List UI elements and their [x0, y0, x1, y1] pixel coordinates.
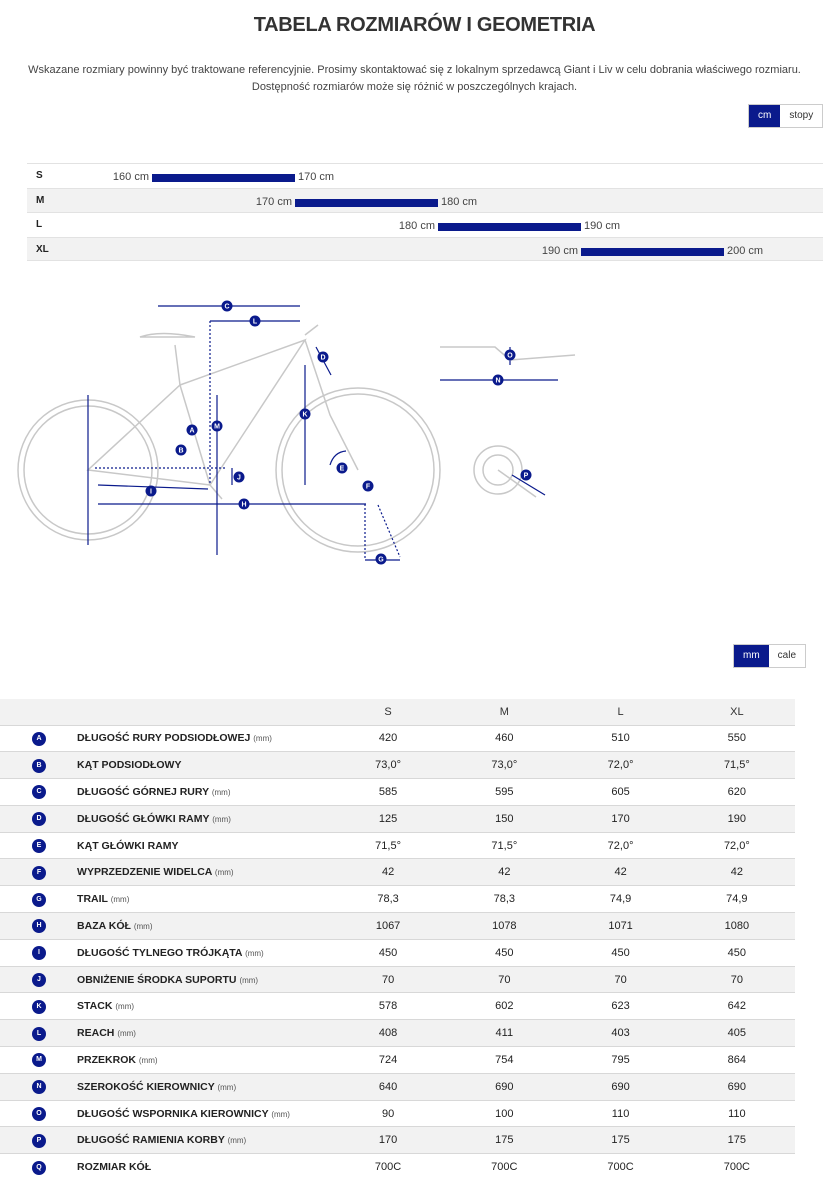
- diagram-badge-letter: P: [523, 472, 529, 480]
- row-value: 175: [562, 1127, 678, 1154]
- geometry-row: [0, 832, 795, 859]
- row-value: 408: [330, 1020, 446, 1047]
- unit-mm-button[interactable]: mm: [734, 645, 769, 667]
- row-name-cell: [77, 939, 330, 966]
- row-letter-badge: F: [32, 866, 46, 880]
- header-name: [77, 699, 330, 725]
- geometry-row: [0, 752, 795, 779]
- row-value: 42: [330, 859, 446, 886]
- geometry-row: [0, 1073, 795, 1100]
- row-value: 72,0°: [679, 832, 795, 859]
- row-unit: (mm): [115, 1002, 135, 1012]
- unit-feet-button[interactable]: stopy: [780, 105, 822, 127]
- row-unit: (mm): [239, 975, 259, 985]
- geometry-row: [0, 966, 795, 993]
- row-value: 78,3: [446, 886, 562, 913]
- row-value: 71,5°: [446, 832, 562, 859]
- size-max-height: 180 cm: [441, 195, 478, 208]
- size-range-bar: [152, 174, 295, 182]
- row-value: 550: [679, 725, 795, 752]
- row-name: SZEROKOŚĆ KIEROWNICY: [77, 1080, 215, 1093]
- row-value: 170: [562, 805, 678, 832]
- row-name-cell: [77, 752, 330, 779]
- row-name-cell: [77, 725, 330, 752]
- page-title: TABELA ROZMIARÓW I GEOMETRIA: [253, 14, 596, 36]
- row-value: 42: [446, 859, 562, 886]
- bike-geometry-diagram: [0, 285, 829, 585]
- row-value: 71,5°: [330, 832, 446, 859]
- row-unit: (mm): [245, 948, 264, 958]
- geometry-table: [0, 699, 795, 1181]
- row-value: 640: [330, 1073, 446, 1100]
- header-size-xl: XL: [679, 699, 795, 725]
- row-name: ROZMIAR KÓŁ: [77, 1161, 152, 1174]
- row-value: 754: [446, 1047, 562, 1074]
- row-value: 450: [679, 939, 795, 966]
- row-value: 175: [679, 1127, 795, 1154]
- row-value: 864: [679, 1047, 795, 1074]
- row-value: 605: [562, 779, 678, 806]
- row-value: 700C: [446, 1154, 562, 1181]
- row-name-cell: [77, 913, 330, 940]
- height-unit-toggle: [748, 104, 823, 128]
- row-unit: (mm): [110, 895, 130, 905]
- row-name: BAZA KÓŁ: [77, 919, 131, 932]
- bike-outline: [18, 325, 440, 552]
- size-note-line1: Wskazane rozmiary powinny być traktowane referencyjnie. Prosimy skontaktować się z lokalnym sprzedawcą Giant i Liv w celu dobrania właściwego rozmiaru.: [28, 64, 801, 76]
- row-name: DŁUGOŚĆ WSPORNIKA KIEROWNICY: [77, 1107, 269, 1120]
- row-name-cell: [77, 1020, 330, 1047]
- row-value: 620: [679, 779, 795, 806]
- row-name: WYPRZEDZENIE WIDELCA: [77, 866, 212, 879]
- geometry-unit-toggle: [733, 644, 806, 668]
- row-letter-cell: [0, 779, 77, 806]
- row-name-cell: [77, 1154, 330, 1181]
- row-value: 595: [446, 779, 562, 806]
- row-value: 42: [562, 859, 678, 886]
- diagram-badge-letter: O: [507, 352, 513, 360]
- size-max-height: 200 cm: [727, 244, 764, 257]
- row-letter-badge: M: [32, 1053, 46, 1067]
- row-name-cell: [77, 779, 330, 806]
- row-letter-badge: G: [32, 893, 46, 907]
- row-letter-badge: L: [32, 1027, 46, 1041]
- row-name-cell: [77, 886, 330, 913]
- geometry-row: [0, 1154, 795, 1181]
- row-value: 510: [562, 725, 678, 752]
- row-value: 623: [562, 993, 678, 1020]
- row-letter-badge: H: [32, 919, 46, 933]
- row-value: 795: [562, 1047, 678, 1074]
- row-name-cell: [77, 805, 330, 832]
- size-row: [27, 212, 823, 237]
- row-name-cell: [77, 1073, 330, 1100]
- geometry-row: [0, 886, 795, 913]
- row-value: 411: [446, 1020, 562, 1047]
- unit-inch-button[interactable]: cale: [769, 645, 805, 667]
- size-range-bar: [438, 223, 581, 231]
- size-range-bar: [295, 199, 438, 207]
- geometry-row: [0, 993, 795, 1020]
- row-unit: (mm): [271, 1109, 290, 1119]
- row-value: 72,0°: [562, 832, 678, 859]
- row-value: 690: [562, 1073, 678, 1100]
- diagram-badge-letter: K: [302, 411, 308, 419]
- row-name: KĄT PODSIODŁOWY: [77, 759, 182, 772]
- header-size-m: M: [446, 699, 562, 725]
- row-value: 700C: [562, 1154, 678, 1181]
- row-name: DŁUGOŚĆ GÓRNEJ RURY: [77, 785, 209, 798]
- row-value: 1067: [330, 913, 446, 940]
- row-value: 125: [330, 805, 446, 832]
- geometry-row: [0, 1127, 795, 1154]
- row-name: TRAIL: [77, 893, 108, 906]
- size-label: S: [36, 170, 43, 181]
- row-value: 642: [679, 993, 795, 1020]
- row-letter-cell: [0, 966, 77, 993]
- row-letter-cell: [0, 1020, 77, 1047]
- row-value: 450: [446, 939, 562, 966]
- geometry-row: [0, 1020, 795, 1047]
- row-value: 70: [679, 966, 795, 993]
- row-unit: (mm): [212, 814, 231, 824]
- row-value: 42: [679, 859, 795, 886]
- row-name: REACH: [77, 1027, 115, 1040]
- size-min-height: 180 cm: [398, 220, 435, 232]
- row-letter-cell: [0, 993, 77, 1020]
- geometry-header-row: [0, 699, 795, 725]
- row-value: 70: [562, 966, 678, 993]
- row-value: 78,3: [330, 886, 446, 913]
- row-value: 90: [330, 1100, 446, 1127]
- size-min-height: 190 cm: [541, 244, 578, 257]
- header-size-s: S: [330, 699, 446, 725]
- row-name: KĄT GŁÓWKI RAMY: [77, 839, 179, 852]
- row-value: 450: [562, 939, 678, 966]
- row-value: 690: [446, 1073, 562, 1100]
- diagram-badge-letter: C: [224, 303, 230, 311]
- row-letter-cell: [0, 859, 77, 886]
- row-value: 150: [446, 805, 562, 832]
- row-unit: (mm): [138, 1055, 158, 1065]
- row-name-cell: [77, 832, 330, 859]
- row-unit: (mm): [217, 1082, 237, 1092]
- diagram-badge-letter: M: [214, 423, 220, 431]
- row-value: 403: [562, 1020, 678, 1047]
- row-value: 74,9: [679, 886, 795, 913]
- geometry-row: [0, 913, 795, 940]
- header-letter: [0, 699, 77, 725]
- row-value: 1071: [562, 913, 678, 940]
- row-letter-badge: B: [32, 759, 46, 773]
- row-value: 73,0°: [330, 752, 446, 779]
- size-label: L: [36, 219, 43, 230]
- row-name: DŁUGOŚĆ GŁÓWKI RAMY: [77, 812, 210, 825]
- row-value: 700C: [330, 1154, 446, 1181]
- row-letter-cell: [0, 832, 77, 859]
- rider-height-chart: [27, 163, 823, 261]
- row-letter-cell: [0, 1154, 77, 1181]
- row-letter-badge: K: [32, 1000, 46, 1014]
- row-value: 700C: [679, 1154, 795, 1181]
- size-max-height: 170 cm: [298, 171, 335, 183]
- row-value: 70: [446, 966, 562, 993]
- row-unit: (mm): [253, 734, 272, 744]
- geometry-row: [0, 939, 795, 966]
- row-value: 1078: [446, 913, 562, 940]
- row-unit: (mm): [133, 921, 153, 931]
- size-label: XL: [36, 243, 49, 255]
- row-letter-badge: O: [32, 1107, 46, 1121]
- unit-cm-button[interactable]: cm: [749, 105, 780, 127]
- geometry-row: [0, 725, 795, 752]
- size-row: [27, 188, 823, 213]
- row-letter-cell: [0, 913, 77, 940]
- row-value: 1080: [679, 913, 795, 940]
- header-size-l: L: [562, 699, 678, 725]
- row-value: 170: [330, 1127, 446, 1154]
- geometry-row: [0, 805, 795, 832]
- row-letter-badge: I: [32, 946, 46, 960]
- row-name: DŁUGOŚĆ RURY PODSIODŁOWEJ: [77, 732, 251, 745]
- row-value: 450: [330, 939, 446, 966]
- diagram-badge-letter: I: [150, 488, 152, 496]
- row-value: 602: [446, 993, 562, 1020]
- row-letter-badge: C: [32, 785, 46, 799]
- row-letter-cell: [0, 1047, 77, 1074]
- row-letter-cell: [0, 1100, 77, 1127]
- row-name-cell: [77, 1047, 330, 1074]
- row-value: 110: [562, 1100, 678, 1127]
- row-letter-badge: N: [32, 1080, 46, 1094]
- row-name: OBNIŻENIE ŚRODKA SUPORTU: [77, 973, 237, 986]
- handlebar-outline: [440, 347, 575, 497]
- size-min-height: 170 cm: [255, 195, 292, 208]
- row-name-cell: [77, 993, 330, 1020]
- geometry-row: [0, 1047, 795, 1074]
- row-value: 71,5°: [679, 752, 795, 779]
- row-name: DŁUGOŚĆ RAMIENIA KORBY: [77, 1134, 225, 1147]
- row-letter-badge: P: [32, 1134, 46, 1148]
- row-name: PRZEKROK: [77, 1053, 136, 1066]
- row-letter-cell: [0, 1127, 77, 1154]
- size-note-line2: Dostępność rozmiarów może się różnić w poszczególnych krajach.: [251, 81, 578, 93]
- diagram-badge-letter: F: [365, 483, 371, 491]
- size-max-height: 190 cm: [584, 220, 621, 232]
- row-value: 190: [679, 805, 795, 832]
- diagram-badge-letter: N: [495, 377, 501, 385]
- row-value: 585: [330, 779, 446, 806]
- diagram-badge-letter: B: [178, 447, 184, 455]
- row-letter-cell: [0, 886, 77, 913]
- dimension-lines: [88, 303, 558, 560]
- row-value: 74,9: [562, 886, 678, 913]
- row-letter-badge: D: [32, 812, 46, 826]
- row-unit: (mm): [227, 1136, 247, 1146]
- row-value: 405: [679, 1020, 795, 1047]
- row-unit: (mm): [211, 787, 231, 797]
- row-value: 72,0°: [562, 752, 678, 779]
- row-unit: (mm): [214, 868, 234, 878]
- diagram-badge-letter: J: [237, 474, 241, 482]
- row-value: 690: [679, 1073, 795, 1100]
- size-range-bar: [581, 248, 724, 256]
- row-name: DŁUGOŚĆ TYLNEGO TRÓJKĄTA: [77, 946, 243, 959]
- row-letter-badge: A: [32, 732, 46, 746]
- row-value: 110: [679, 1100, 795, 1127]
- diagram-badge-letter: G: [378, 556, 384, 564]
- row-letter-cell: [0, 725, 77, 752]
- row-value: 724: [330, 1047, 446, 1074]
- row-letter-badge: Q: [32, 1161, 46, 1175]
- row-letter-badge: J: [32, 973, 46, 987]
- diagram-badge-letter: E: [339, 465, 345, 473]
- size-row: [27, 237, 823, 262]
- row-name-cell: [77, 966, 330, 993]
- row-value: 420: [330, 725, 446, 752]
- size-min-height: 160 cm: [112, 171, 149, 183]
- row-name: STACK: [77, 1000, 113, 1013]
- diagram-badge-letter: H: [241, 501, 247, 509]
- row-value: 175: [446, 1127, 562, 1154]
- row-letter-cell: [0, 1073, 77, 1100]
- diagram-badge-letter: L: [252, 318, 258, 326]
- diagram-badge-letter: A: [189, 427, 195, 435]
- row-letter-cell: [0, 752, 77, 779]
- row-value: 578: [330, 993, 446, 1020]
- geometry-row: [0, 859, 795, 886]
- diagram-badge-letter: D: [320, 354, 326, 362]
- size-row: [27, 163, 823, 188]
- row-value: 73,0°: [446, 752, 562, 779]
- row-value: 100: [446, 1100, 562, 1127]
- row-value: 460: [446, 725, 562, 752]
- row-letter-badge: E: [32, 839, 46, 853]
- row-letter-cell: [0, 805, 77, 832]
- size-label: M: [36, 194, 45, 206]
- row-letter-cell: [0, 939, 77, 966]
- geometry-row: [0, 1100, 795, 1127]
- row-name-cell: [77, 859, 330, 886]
- row-name-cell: [77, 1127, 330, 1154]
- row-name-cell: [77, 1100, 330, 1127]
- row-unit: (mm): [117, 1029, 136, 1039]
- row-value: 70: [330, 966, 446, 993]
- geometry-row: [0, 779, 795, 806]
